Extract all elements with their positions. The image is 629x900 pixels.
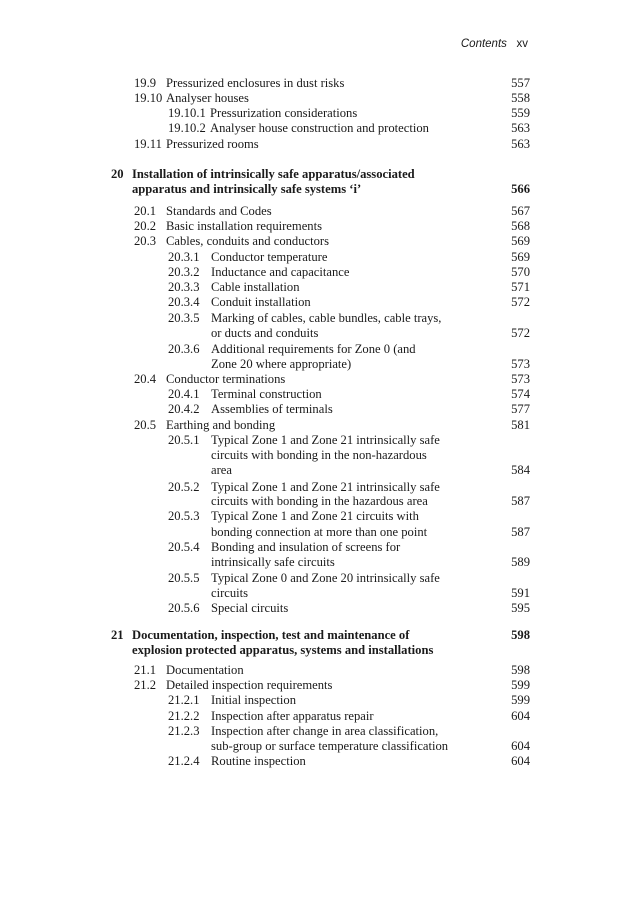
toc-entry-title: Analyser houses (166, 91, 249, 105)
toc-page-number: 604 (511, 709, 530, 723)
toc-entry-number: 19.10.2 (168, 121, 206, 135)
toc-page-number: 558 (511, 91, 530, 105)
toc-entry-number: 20.1 (134, 204, 157, 218)
toc-entry-number: 20.5 (134, 418, 157, 432)
toc-entry-title: Marking of cables, cable bundles, cable trays, (211, 311, 442, 325)
toc-entry-title: Detailed inspection requirements (166, 678, 333, 692)
toc-entry-title-continued: intrinsically safe circuits (211, 555, 335, 569)
toc-entry-title: Inductance and capacitance (211, 265, 350, 279)
toc-page-number: 563 (511, 137, 530, 151)
toc-page-number: 569 (511, 250, 530, 264)
toc-entry-number: 20.2 (134, 219, 157, 233)
toc-entry-title-continued: bonding connection at more than one point (211, 525, 428, 539)
toc-entry-title: Typical Zone 1 and Zone 21 intrinsically safe (211, 433, 440, 447)
toc-entry-title: Routine inspection (211, 754, 306, 768)
toc-entry-number: 21.2.2 (168, 709, 200, 723)
toc-page-number: 573 (511, 357, 530, 371)
toc-page-number: 568 (511, 219, 530, 233)
toc-entry-title-continued: circuits with bonding in the non-hazardous (211, 448, 427, 462)
toc-page-number: 557 (511, 76, 530, 90)
toc-entry-title: Pressurized rooms (166, 137, 259, 151)
toc-page-number: 567 (511, 204, 530, 218)
running-header (461, 38, 528, 50)
toc-entry-number: 21.2.3 (168, 724, 200, 738)
toc-entry-number: 20.5.5 (168, 571, 200, 585)
toc-entry-title: Basic installation requirements (166, 219, 322, 233)
toc-entry-title: Bonding and insulation of screens for (211, 540, 401, 554)
header-page-number: xv (516, 38, 528, 50)
toc-entry-title: Pressurization considerations (210, 106, 358, 120)
toc-entry-title: Initial inspection (211, 693, 296, 707)
toc-page-number: 591 (511, 586, 530, 600)
toc-entry-title: Pressurized enclosures in dust risks (166, 76, 345, 90)
toc-entry-title: Analyser house construction and protection (210, 121, 429, 135)
toc-entry-number: 20.3 (134, 234, 157, 248)
toc-page-number: 572 (511, 326, 530, 340)
toc-entry-number: 20.3.3 (168, 280, 200, 294)
toc-page-number: 566 (511, 182, 530, 196)
toc-entry-number: 20.3.2 (168, 265, 200, 279)
toc-entry-title-continued: Zone 20 where appropriate) (211, 357, 352, 371)
toc-entry-number: 20 (111, 167, 124, 181)
toc-entry-title: Typical Zone 0 and Zone 20 intrinsically safe (211, 571, 440, 585)
toc-entry-number: 20.5.6 (168, 601, 200, 615)
toc-entry-title-continued: circuits (211, 586, 249, 600)
toc-page-number: 574 (511, 387, 530, 401)
toc-entry-title: Cables, conduits and conductors (166, 234, 329, 248)
toc-entry-number: 20.4 (134, 372, 157, 386)
toc-page-number: 570 (511, 265, 530, 279)
toc-page-number: 598 (511, 628, 530, 642)
toc-entry-title: Inspection after apparatus repair (211, 709, 374, 723)
toc-entry-title-continued: area (211, 463, 232, 477)
toc-entry-title: Typical Zone 1 and Zone 21 intrinsically safe (211, 480, 440, 494)
toc-entry-number: 20.5.4 (168, 540, 200, 554)
toc-page-number: 559 (511, 106, 530, 120)
toc-entry-number: 19.10 (134, 91, 163, 105)
toc-entry-number: 20.4.2 (168, 402, 200, 416)
toc-entry-number: 20.5.3 (168, 509, 200, 523)
toc-entry-title: Special circuits (211, 601, 289, 615)
toc-entry-number: 19.11 (134, 137, 162, 151)
toc-page-number: 573 (511, 372, 530, 386)
toc-entry-number: 20.3.5 (168, 311, 200, 325)
toc-entry-title-continued: sub-group or surface temperature classification (211, 739, 449, 753)
toc-page-number: 563 (511, 121, 530, 135)
toc-entry-number: 20.3.6 (168, 342, 200, 356)
toc-entry-number: 19.10.1 (168, 106, 206, 120)
toc-entry-title: Earthing and bonding (166, 418, 276, 432)
toc-entry-title-continued: or ducts and conduits (211, 326, 319, 340)
toc-page-number: 587 (511, 525, 530, 539)
toc-entry-number: 21.2.1 (168, 693, 200, 707)
toc-page-number: 604 (511, 739, 530, 753)
toc-entry-number: 20.5.2 (168, 480, 200, 494)
toc-entry-title-continued: circuits with bonding in the hazardous area (211, 494, 428, 508)
toc-entry-title-continued: apparatus and intrinsically safe systems ‘i’ (132, 182, 362, 196)
toc-page-number: 577 (511, 402, 530, 416)
toc-entry-title: Assemblies of terminals (211, 402, 333, 416)
toc-page-number: 571 (511, 280, 530, 294)
toc-entry-title-continued: explosion protected apparatus, systems and installations (132, 643, 434, 657)
toc-page-number: 569 (511, 234, 530, 248)
toc-page-number: 587 (511, 494, 530, 508)
toc-entry-number: 21.2.4 (168, 754, 200, 768)
toc-entry-number: 20.4.1 (168, 387, 200, 401)
toc-page-number: 604 (511, 754, 530, 768)
toc-page-number: 598 (511, 663, 530, 677)
toc-entry-title: Inspection after change in area classification, (211, 724, 439, 738)
toc-entry-title: Documentation (166, 663, 244, 677)
toc-page-number: 599 (511, 693, 530, 707)
toc-entry-number: 19.9 (134, 76, 157, 90)
toc-entry-number: 20.3.4 (168, 295, 200, 309)
toc-page-number: 599 (511, 678, 530, 692)
toc-page-number: 595 (511, 601, 530, 615)
toc-entry-number: 20.3.1 (168, 250, 200, 264)
toc-entry-title: Typical Zone 1 and Zone 21 circuits with (211, 509, 419, 523)
toc-page-number: 589 (511, 555, 530, 569)
toc-entry-title: Additional requirements for Zone 0 (and (211, 342, 416, 356)
toc-entry-number: 21.1 (134, 663, 157, 677)
toc-entry-title: Documentation, inspection, test and maintenance of (132, 628, 410, 642)
toc-page-number: 572 (511, 295, 530, 309)
toc-entry-title: Installation of intrinsically safe apparatus/associated (132, 167, 415, 181)
toc-entry-number: 20.5.1 (168, 433, 200, 447)
toc-entry-title: Conductor terminations (166, 372, 286, 386)
toc-entry-title: Terminal construction (211, 387, 322, 401)
toc-entry-title: Cable installation (211, 280, 300, 294)
toc-entry-number: 21 (111, 628, 124, 642)
header-title: Contents (460, 38, 507, 50)
toc-entry-number: 21.2 (134, 678, 157, 692)
toc-entry-title: Conductor temperature (211, 250, 328, 264)
toc-page-number: 581 (511, 418, 530, 432)
toc-page-number: 584 (511, 463, 530, 477)
toc-entry-title: Standards and Codes (166, 204, 272, 218)
toc-entry-title: Conduit installation (211, 295, 311, 309)
